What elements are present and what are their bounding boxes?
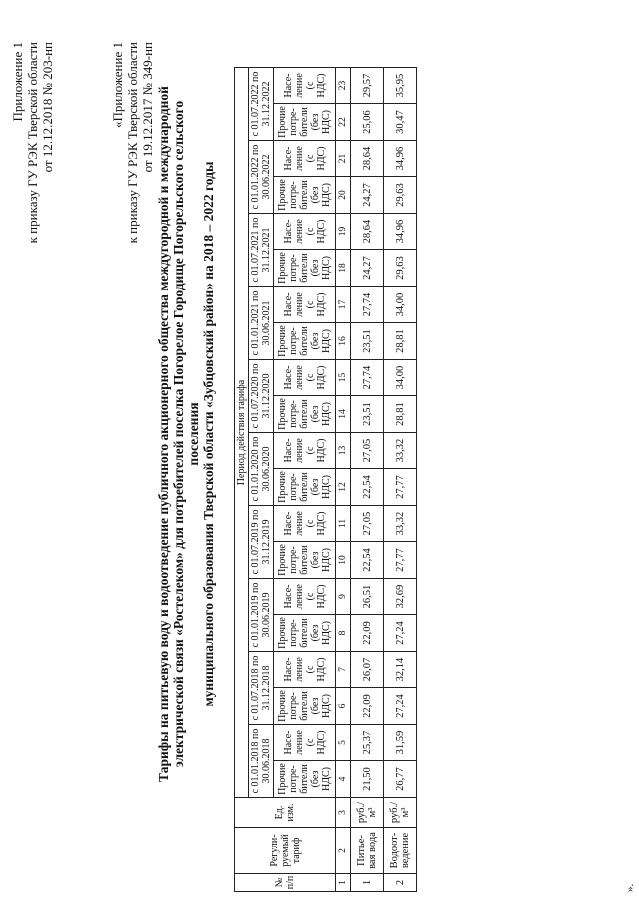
tariff-value-cell: 27,05 bbox=[351, 433, 384, 469]
appendix-line: к приказу ГУ РЭК Тверской области bbox=[125, 42, 140, 244]
tariff-value-cell: 24,27 bbox=[351, 250, 384, 287]
period-cell: с 01.07.2021 по 31.12.2021 bbox=[249, 214, 274, 287]
column-number-cell: 3 bbox=[336, 798, 351, 828]
column-number-cell: 17 bbox=[336, 287, 351, 323]
subheader-other-consumers: Прочие потре-бители (без НДС) bbox=[274, 396, 336, 433]
subheader-population: Насе-ление (с НДС) bbox=[274, 214, 336, 250]
column-number-cell: 23 bbox=[336, 68, 351, 104]
column-number-cell: 9 bbox=[336, 579, 351, 615]
subheader-other-consumers: Прочие потре-бители (без НДС) bbox=[274, 177, 336, 214]
tariff-value-cell: 25,37 bbox=[351, 725, 384, 761]
tariff-value-cell: 27,74 bbox=[351, 360, 384, 396]
period-cell: с 01.07.2020 по 31.12.2020 bbox=[249, 360, 274, 433]
subheader-population: Насе-ление (с НДС) bbox=[274, 433, 336, 469]
appendix-line: от 19.12.2017 № 349-нп bbox=[140, 42, 155, 173]
subheader-population: Насе-ление (с НДС) bbox=[274, 141, 336, 177]
column-number-cell: 14 bbox=[336, 396, 351, 433]
tariff-value-cell: 33,32 bbox=[384, 433, 417, 469]
period-cell: с 01.07.2018 по 31.12.2018 bbox=[249, 652, 274, 725]
subheader-population: Насе-ление (с НДС) bbox=[274, 287, 336, 323]
appendix-line: «Приложение 1 bbox=[110, 42, 125, 129]
appendix-header bbox=[10, 42, 55, 243]
tariff-value-cell: 23,51 bbox=[351, 323, 384, 360]
column-number-cell: 16 bbox=[336, 323, 351, 360]
table-row bbox=[351, 68, 384, 892]
subheader-other-consumers: Прочие потре-бители (без НДС) bbox=[274, 104, 336, 141]
tariff-value-cell: 32,69 bbox=[384, 579, 417, 615]
tariff-value-cell: 30,47 bbox=[384, 104, 417, 141]
column-number-cell: 12 bbox=[336, 469, 351, 506]
tariff-value-cell: 23,51 bbox=[351, 396, 384, 433]
tariff-value-cell: 29,57 bbox=[351, 68, 384, 104]
tariff-value-cell: 28,81 bbox=[384, 396, 417, 433]
column-number-cell: 1 bbox=[336, 874, 351, 892]
period-cell: с 01.01.2018 по 30.06.2018 bbox=[249, 725, 274, 798]
appendix-line: Приложение 1 bbox=[10, 42, 25, 122]
appendix-line: к приказу ГУ РЭК Тверской области bbox=[25, 42, 40, 244]
column-number-cell: 18 bbox=[336, 250, 351, 287]
title-line: Тарифы на питьевую воду и водоотведение публичного акционерного общества междугородной и международной bbox=[156, 86, 171, 782]
title-line: электрической связи «Ростелеком» для потребителей поселка Погорелое Городище Погорельского сельского поселения bbox=[171, 100, 201, 768]
tariff-value-cell: 29,63 bbox=[384, 177, 417, 214]
period-header: Период действия тарифа bbox=[235, 68, 249, 798]
tariff-value-cell: 22,54 bbox=[351, 469, 384, 506]
document-title bbox=[156, 84, 216, 784]
table-body bbox=[351, 68, 417, 892]
column-number-cell: 2 bbox=[336, 828, 351, 874]
unit-cell: руб./м³ bbox=[351, 798, 384, 828]
tariff-value-cell: 26,77 bbox=[384, 761, 417, 798]
period-cell: с 01.07.2022 по 31.12.2022 bbox=[249, 68, 274, 141]
tariff-value-cell: 34,00 bbox=[384, 287, 417, 323]
closing-quote: ». bbox=[624, 883, 636, 892]
tariff-value-cell: 34,96 bbox=[384, 214, 417, 250]
tariff-name-cell: Водоот-ведение bbox=[384, 828, 417, 874]
subheader-population: Насе-ление (с НДС) bbox=[274, 652, 336, 688]
tariff-value-cell: 27,77 bbox=[384, 542, 417, 579]
tariff-value-cell: 27,24 bbox=[384, 615, 417, 652]
subheader-other-consumers: Прочие потре-бители (без НДС) bbox=[274, 761, 336, 798]
tariff-value-cell: 28,81 bbox=[384, 323, 417, 360]
subheader-population: Насе-ление (с НДС) bbox=[274, 506, 336, 542]
column-number-cell: 15 bbox=[336, 360, 351, 396]
tariff-name-cell: Питье-вая вода bbox=[351, 828, 384, 874]
tariff-value-cell: 34,96 bbox=[384, 141, 417, 177]
column-number-cell: 8 bbox=[336, 615, 351, 652]
subheader-population: Насе-ление (с НДС) bbox=[274, 68, 336, 104]
col-header-tariff: Регули-руемый тариф bbox=[235, 828, 336, 874]
tariff-value-cell: 25,06 bbox=[351, 104, 384, 141]
table-row bbox=[384, 68, 417, 892]
column-number-cell: 13 bbox=[336, 433, 351, 469]
column-number-cell: 11 bbox=[336, 506, 351, 542]
tariff-value-cell: 27,74 bbox=[351, 287, 384, 323]
subheader-other-consumers: Прочие потре-бители (без НДС) bbox=[274, 542, 336, 579]
subheader-other-consumers: Прочие потре-бители (без НДС) bbox=[274, 615, 336, 652]
column-number-cell: 20 bbox=[336, 177, 351, 214]
tariff-value-cell: 22,54 bbox=[351, 542, 384, 579]
column-number-cell: 21 bbox=[336, 141, 351, 177]
tariff-value-cell: 29,63 bbox=[384, 250, 417, 287]
col-header-unit: Ед. изм. bbox=[235, 798, 336, 828]
period-cell: с 01.01.2020 по 30.06.2020 bbox=[249, 433, 274, 506]
column-number-cell: 4 bbox=[336, 761, 351, 798]
tariff-value-cell: 35,95 bbox=[384, 68, 417, 104]
tariff-value-cell: 34,00 bbox=[384, 360, 417, 396]
period-cell: с 01.01.2022 по 30.06.2022 bbox=[249, 141, 274, 214]
row-number-cell: 2 bbox=[384, 874, 417, 892]
tariff-value-cell: 27,05 bbox=[351, 506, 384, 542]
subheader-other-consumers: Прочие потре-бители (без НДС) bbox=[274, 250, 336, 287]
tariff-value-cell: 22,09 bbox=[351, 615, 384, 652]
column-number-cell: 6 bbox=[336, 688, 351, 725]
tariff-table bbox=[234, 67, 417, 892]
subheader-other-consumers: Прочие потре-бители (без НДС) bbox=[274, 323, 336, 360]
tariff-value-cell: 27,77 bbox=[384, 469, 417, 506]
subheader-other-consumers: Прочие потре-бители (без НДС) bbox=[274, 688, 336, 725]
period-cell: с 01.01.2021 по 30.06.2021 bbox=[249, 287, 274, 360]
subheader-other-consumers: Прочие потре-бители (без НДС) bbox=[274, 469, 336, 506]
subheader-row bbox=[274, 68, 336, 892]
tariff-value-cell: 28,64 bbox=[351, 214, 384, 250]
col-header-no: № п/п bbox=[235, 874, 336, 892]
period-row bbox=[249, 68, 274, 892]
period-cell: с 01.01.2019 по 30.06.2019 bbox=[249, 579, 274, 652]
tariff-value-cell: 28,64 bbox=[351, 141, 384, 177]
tariff-value-cell: 27,24 bbox=[384, 688, 417, 725]
appendix-header-original bbox=[110, 42, 155, 243]
title-line: муниципального образования Тверской области «Зубцовский район» на 2018 – 2022 годы bbox=[201, 161, 216, 707]
subheader-population: Насе-ление (с НДС) bbox=[274, 725, 336, 761]
column-number-row bbox=[336, 68, 351, 892]
tariff-value-cell: 24,27 bbox=[351, 177, 384, 214]
period-cell: с 01.07.2019 по 31.12.2019 bbox=[249, 506, 274, 579]
column-number-cell: 22 bbox=[336, 104, 351, 141]
tariff-value-cell: 21,50 bbox=[351, 761, 384, 798]
tariff-value-cell: 26,51 bbox=[351, 579, 384, 615]
column-number-cell: 5 bbox=[336, 725, 351, 761]
tariff-value-cell: 22,09 bbox=[351, 688, 384, 725]
appendix-line: от 12.12.2018 № 203-нп bbox=[40, 42, 55, 173]
column-number-cell: 10 bbox=[336, 542, 351, 579]
column-number-cell: 19 bbox=[336, 214, 351, 250]
row-number-cell: 1 bbox=[351, 874, 384, 892]
subheader-population: Насе-ление (с НДС) bbox=[274, 579, 336, 615]
tariff-value-cell: 32,14 bbox=[384, 652, 417, 688]
unit-cell: руб./м³ bbox=[384, 798, 417, 828]
tariff-value-cell: 31,59 bbox=[384, 725, 417, 761]
tariff-value-cell: 26,07 bbox=[351, 652, 384, 688]
tariff-value-cell: 33,32 bbox=[384, 506, 417, 542]
column-number-cell: 7 bbox=[336, 652, 351, 688]
subheader-population: Насе-ление (с НДС) bbox=[274, 360, 336, 396]
